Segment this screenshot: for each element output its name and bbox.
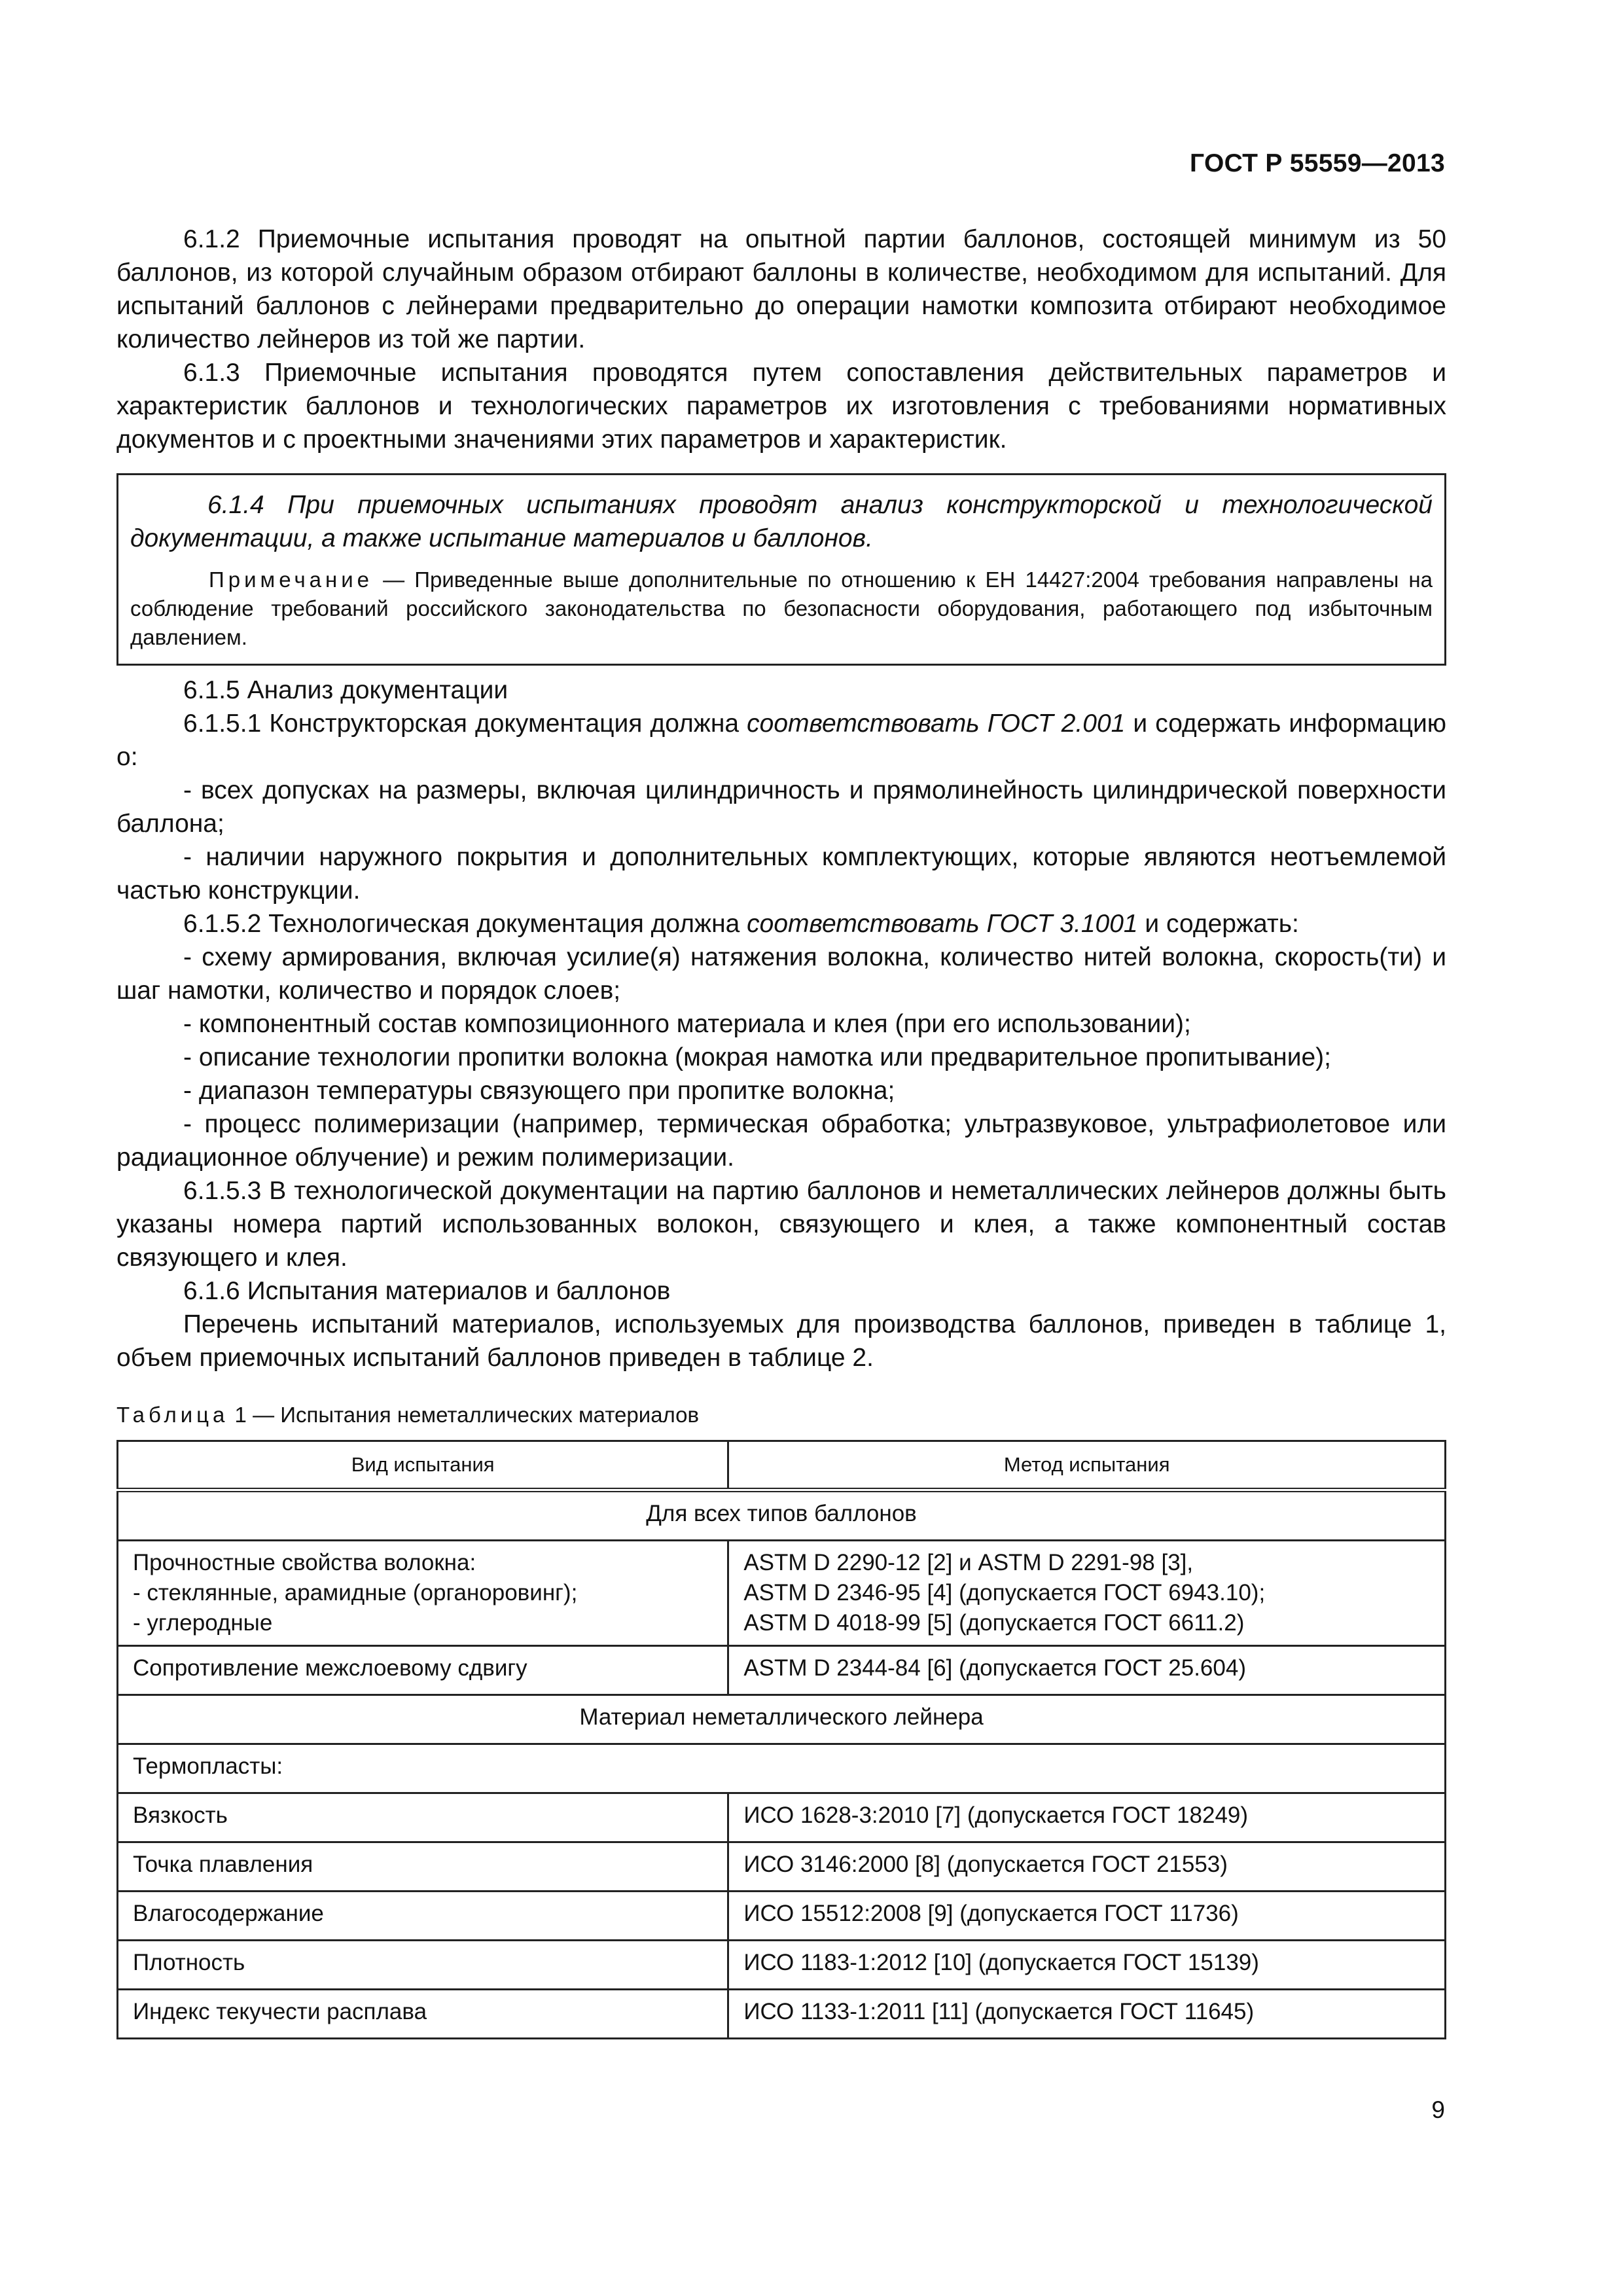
table-caption-text: 1 — Испытания неметаллических материалов — [228, 1403, 700, 1427]
materials-tests-table — [116, 1440, 1446, 2039]
table-row — [118, 1541, 1446, 1646]
table-cell-test: Влагосодержание — [118, 1892, 728, 1941]
section-all-cylinders: Для всех типов баллонов — [118, 1490, 1446, 1541]
page-number: 9 — [1431, 2096, 1445, 2123]
list-item: - схему армирования, включая усилие(я) натяжения волокна, количество нитей волокна, скорость(ти) и шаг намотки, количество и порядок слоев; — [116, 943, 1446, 1005]
column-header-test-method: Метод испытания — [728, 1441, 1446, 1490]
table-cell-method: ИСО 3146:2000 [8] (допускается ГОСТ 21553) — [728, 1842, 1446, 1892]
subsection-thermoplastics: Термопласты: — [118, 1744, 1446, 1793]
paragraph-6-1-4: 6.1.4 При приемочных испытаниях проводят анализ конструкторской и технологической документации, а также испытание материалов и баллонов. — [130, 491, 1433, 552]
table-section-row — [118, 1490, 1446, 1541]
list-item: - компонентный состав композиционного материала и клея (при его использовании); — [183, 1010, 1191, 1038]
list-item: - процесс полимеризации (например, термическая обработка; ультразвуковое, ультрафиолетовое или радиационное облучение) и режим полимеризации. — [116, 1110, 1446, 1172]
paragraph-6-1-5-1 — [116, 707, 1446, 774]
table-caption — [116, 1401, 1446, 1429]
p6151-pre: 6.1.5.1 Конструкторская документация должна — [183, 709, 747, 738]
table-cell-method: ASTM D 2290-12 [2] и ASTM D 2291-98 [3], ASTM D 2346-95 [4] (допускается ГОСТ 6943.10); ASTM D 4018-99 [5] (допускается ГОСТ 6611.2) — [728, 1541, 1446, 1646]
p6152-post: и содержать: — [1137, 910, 1299, 938]
table-cell-test: Вязкость — [118, 1793, 728, 1842]
paragraph-6-1-5: 6.1.5 Анализ документации — [183, 676, 508, 704]
paragraph-6-1-2: 6.1.2 Приемочные испытания проводят на опытной партии баллонов, состоящей минимум из 50 баллонов, из которой случайным образом отбирают баллоны в количестве, необходимом для испытаний. Для испытаний баллонов с лейнерами предварительно до операции намотки композита отбирают необходимое количество лейнеров из той же партии. — [116, 225, 1446, 353]
table-cell-method: ASTM D 2344-84 [6] (допускается ГОСТ 25.604) — [728, 1646, 1446, 1695]
table-row — [118, 1941, 1446, 1990]
paragraph-6-1-5-2 — [116, 907, 1446, 941]
list-item: - всех допусках на размеры, включая цилиндричность и прямолинейность цилиндрической поверхности баллона; — [116, 776, 1446, 838]
table-row — [118, 1990, 1446, 2039]
table-section-row — [118, 1695, 1446, 1744]
note-text: — Приведенные выше дополнительные по отношению к ЕН 14427:2004 требования направлены на соблюдение требований российского законодательства по безопасности оборудования, работающего под избыточным давлением. — [130, 567, 1433, 649]
table-cell-method: ИСО 1183-1:2012 [10] (допускается ГОСТ 15139) — [728, 1941, 1446, 1990]
list-item: - наличии наружного покрытия и дополнительных комплектующих, которые являются неотъемлемой частью конструкции. — [116, 843, 1446, 905]
framed-addition — [116, 473, 1446, 666]
table-cell-test: Индекс текучести расплава — [118, 1990, 728, 2039]
table-subsection-row — [118, 1744, 1446, 1793]
paragraph-6-1-3: 6.1.3 Приемочные испытания проводятся путем сопоставления действительных параметров и характеристик баллонов и технологических параметров их изготовления с требованиями нормативных документов и с проектными значениями этих параметров и характеристик. — [116, 359, 1446, 454]
p6151-reference: соответствовать ГОСТ 2.001 — [747, 709, 1126, 738]
main-text — [116, 223, 1446, 2039]
list-item: - диапазон температуры связующего при пропитке волокна; — [183, 1077, 895, 1105]
table-cell-method: ИСО 1133-1:2011 [11] (допускается ГОСТ 11645) — [728, 1990, 1446, 2039]
paragraph-6-1-6-text: Перечень испытаний материалов, используемых для производства баллонов, приведен в таблице 1, объем приемочных испытаний баллонов приведен в таблице 2. — [116, 1310, 1446, 1372]
column-header-test-type: Вид испытания — [118, 1441, 728, 1490]
paragraph-6-1-5-3: 6.1.5.3 В технологической документации на партию баллонов и неметаллических лейнеров должны быть указаны номера партий использованных волокон, связующего и клея, а также компонентный состав связующего и клея. — [116, 1177, 1446, 1272]
p6151-post: и содержать информацию о: — [116, 709, 1446, 771]
list-item: - описание технологии пропитки волокна (мокрая намотка или предварительное пропитывание); — [183, 1043, 1331, 1071]
table-cell-test: Точка плавления — [118, 1842, 728, 1892]
table-cell-method: ИСО 15512:2008 [9] (допускается ГОСТ 11736) — [728, 1892, 1446, 1941]
table-row — [118, 1646, 1446, 1695]
p6152-pre: 6.1.5.2 Технологическая документация должна — [183, 910, 747, 938]
note-label: Примечание — [209, 567, 374, 592]
table-header-row — [118, 1441, 1446, 1490]
table-cell-test: Сопротивление межслоевому сдвигу — [118, 1646, 728, 1695]
table-caption-label: Таблица — [116, 1403, 229, 1427]
table-cell-test: Плотность — [118, 1941, 728, 1990]
table-row — [118, 1793, 1446, 1842]
note — [130, 565, 1433, 652]
document-number-header: ГОСТ Р 55559—2013 — [1190, 149, 1445, 177]
table-cell-test: Прочностные свойства волокна: - стеклянные, арамидные (органоровинг); - углеродные — [118, 1541, 728, 1646]
p6152-reference: соответствовать ГОСТ 3.1001 — [747, 910, 1138, 938]
table-row — [118, 1892, 1446, 1941]
paragraph-6-1-6: 6.1.6 Испытания материалов и баллонов — [183, 1277, 671, 1305]
table-row — [118, 1842, 1446, 1892]
table-cell-method: ИСО 1628-3:2010 [7] (допускается ГОСТ 18249) — [728, 1793, 1446, 1842]
section-liner-material: Материал неметаллического лейнера — [118, 1695, 1446, 1744]
